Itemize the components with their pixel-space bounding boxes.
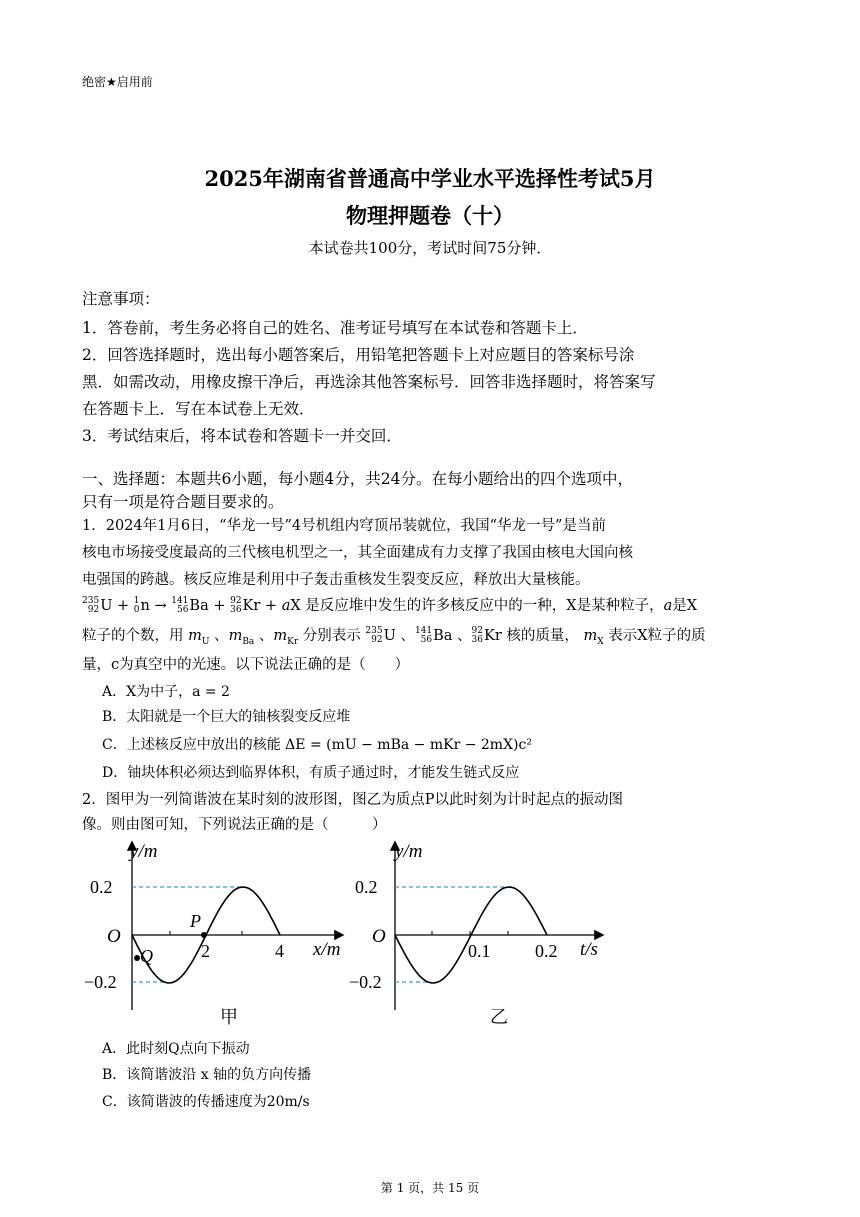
y-tick-label: 0.2 [355,877,378,897]
exam-info: 本试卷共100分，考试时间75分钟． [308,239,552,257]
origin-label: O [107,926,121,947]
q1-eq-a: a [663,598,673,614]
t-tick-label: 0.1 [468,941,491,961]
q1-eq-tail2: 是X [672,598,698,614]
q2-option-a[interactable]: A．此时刻Q点向下振动 [102,1041,250,1057]
q1-text-part: 表示X粒子的质 [608,628,706,644]
q1-eq-tail: 是反应堆中发生的许多核反应中的一种，X是某种粒子， [305,598,664,614]
x-tick-label: 2 [201,941,210,961]
q1-option-a[interactable]: A．X为中子，a = 2 [102,684,230,700]
nuclear-equation: 235 92 U + 1 0 n → 141 56 Ba + 92 36 Kr + aX [82,596,301,615]
q1-option-d[interactable]: D．铀块体积必须达到临界体积，有质子通过时，才能发生链式反应 [102,765,520,781]
q1-text: 核电市场接受度最高的三代核电机型之一，其全面建成有力支撑了我国由核电大国向核 [82,545,633,561]
y-tick-label: −0.2 [349,972,382,992]
graph-caption: 甲 [220,1007,238,1027]
point-q-label: Q [140,946,153,966]
note-item: 黑．如需改动，用橡皮擦干净后，再选涂其他答案标号．回答非选择题时，将答案写 [82,373,656,391]
wave-graph-a [80,835,360,1035]
note-item: 在答题卡上．写在本试卷上无效． [82,400,315,418]
q1-text: 量，c为真空中的光速。以下说法正确的是（ ） [82,657,410,673]
point-p-label: P [190,911,201,931]
vibration-graph-b [340,835,620,1035]
q1-option-c[interactable]: C．上述核反应中放出的核能 ΔE = (mU − mBa − mKr − 2mX)c² [102,737,532,753]
q2-option-b[interactable]: B．该简谐波沿 x 轴的负方向传播 [102,1067,312,1083]
section-heading-cont: 只有一项是符合题目要求的。 [82,493,284,511]
q2-text: 2．图甲为一列简谐波在某时刻的波形图，图乙为质点P以此时刻为计时起点的振动图 [82,792,623,808]
q1-option-b[interactable]: B．太阳就是一个巨大的铀核裂变反应堆 [102,709,351,725]
y-tick-label: 0.2 [90,877,113,897]
exam-subtitle: 物理押题卷（十） [346,203,514,228]
notes-heading: 注意事项： [82,290,160,308]
t-axis-label: t/s [580,939,598,960]
q1-text: 1．2024年1月6日，“华龙一号”4号机组内穹顶吊装就位，我国“华龙一号”是当前 [82,518,606,534]
point-p [201,932,207,938]
graph-caption: 乙 [490,1007,508,1027]
y-axis-label: y/m [395,841,423,862]
origin-label: O [372,926,386,947]
q2-text: 像。则由图可知，下列说法正确的是（ ） [82,817,387,833]
q1-text-part: 核的质量， [506,628,579,644]
confidential-label: 绝密★启用前 [82,75,153,89]
note-item: 1．答卷前，考生务必将自己的姓名、准考证号填写在本试卷和答题卡上． [82,319,588,337]
section-heading: 一、选择题：本题共6小题，每小题4分，共24分。在每小题给出的四个选项中， [82,470,633,488]
page-footer: 第 1 页，共 15 页 [380,1181,480,1195]
q2-option-c[interactable]: C．该简谐波的传播速度为20m/s [102,1094,310,1110]
note-item: 3．考试结束后，将本试卷和答题卡一并交回． [82,427,402,445]
x-axis-label: x/m [313,939,341,960]
q1-text-part: 分别表示 [302,628,361,644]
q1-equation-line [82,594,697,615]
q1-text-part: 粒子的个数，用 [82,628,184,644]
exam-title: 2025年湖南省普通高中学业水平选择性考试5月 [204,166,656,191]
q1-text: 电强国的跨越。核反应堆是利用中子轰击重核发生裂变反应，释放出大量核能。 [82,572,590,588]
t-tick-label: 0.2 [535,941,558,961]
note-item: 2．回答选择题时，选出每小题答案后，用铅笔把答题卡上对应题目的答案标号涂 [82,346,635,364]
q1-mass-line: 粒子的个数，用 $m_U$ 、$m_{Ba}$ 、$m_{Kr}$ 分别表示 235 92 U 、 141 56 Ba 、 92 36 Kr 核的质量， $m_X$ 表示X粒子的质 [82,626,706,647]
x-tick-label: 4 [275,941,284,961]
y-tick-label: −0.2 [84,972,117,992]
y-axis-label: y/m [130,841,158,862]
